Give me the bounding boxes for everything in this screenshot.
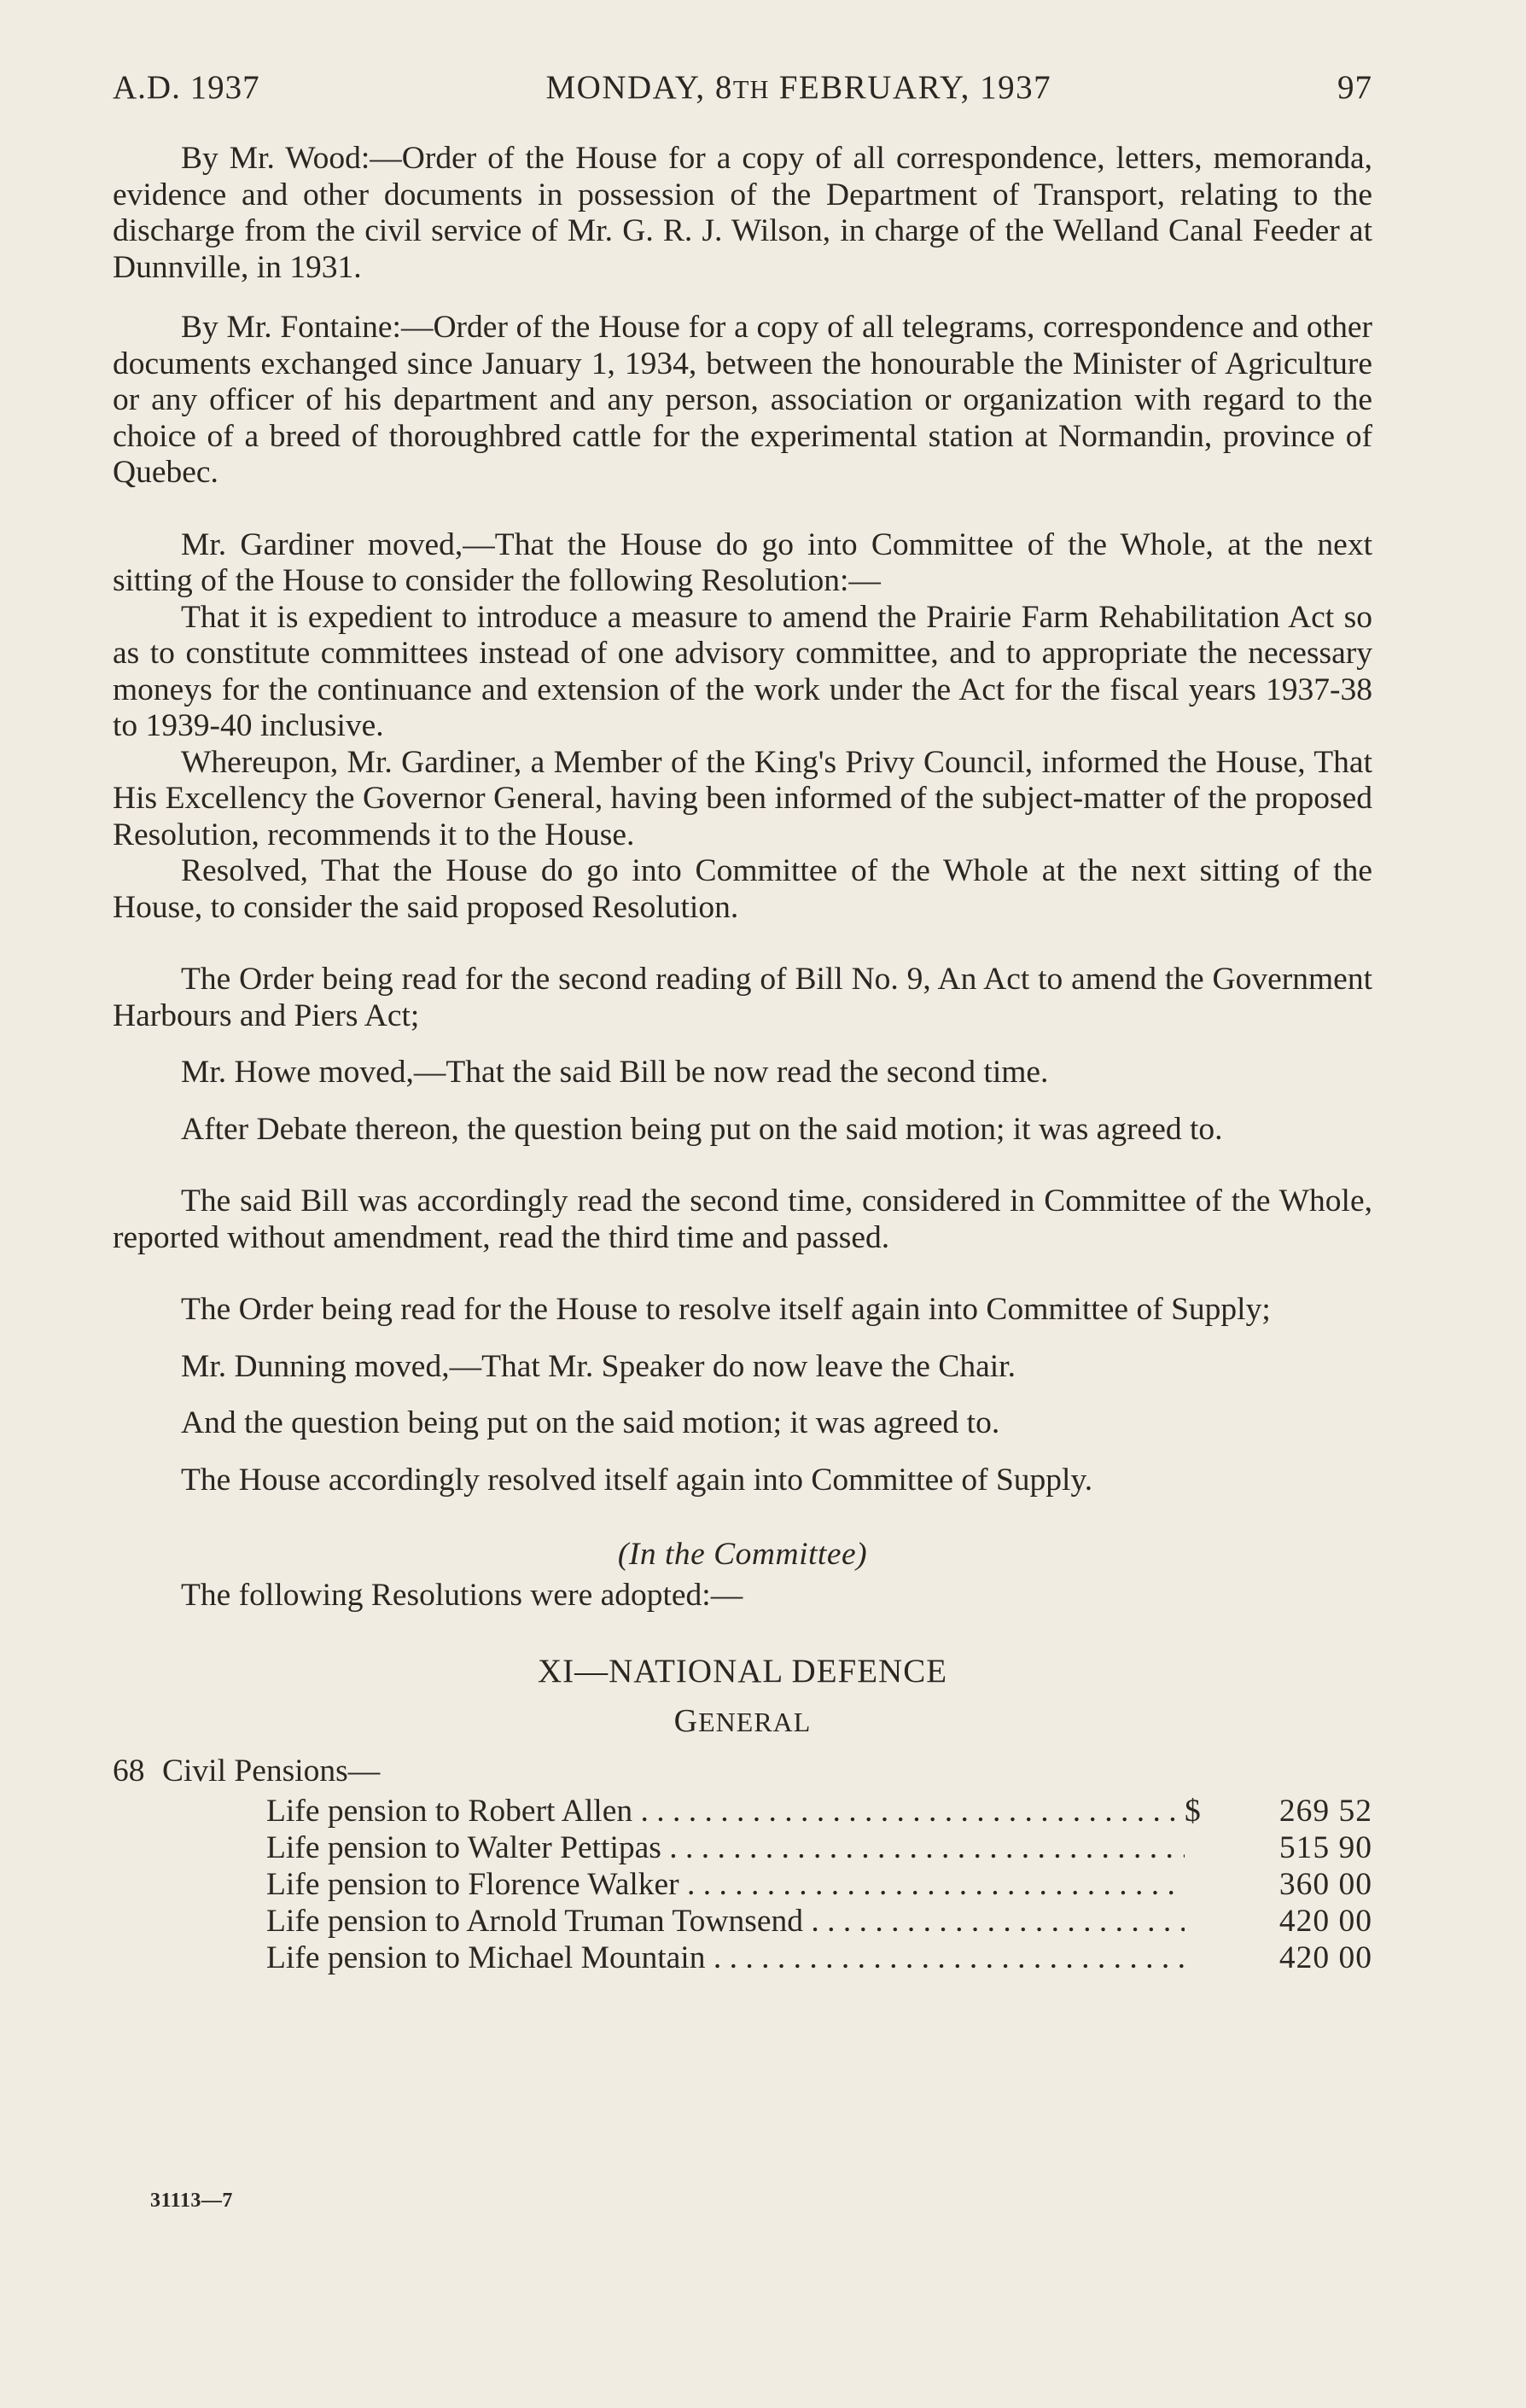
pension-label: Life pension to Arnold Truman Townsend . . .	[266, 1903, 1185, 1940]
pension-row	[266, 1866, 1372, 1903]
pension-row	[266, 1829, 1372, 1866]
pension-row	[266, 1940, 1372, 1976]
pension-amount: 360 00	[1278, 1867, 1372, 1902]
paragraph-resolved: Resolved, That the House do go into Committee of the Whole at the next sitting of the House, to consider the said proposed Resolution.	[113, 853, 1372, 925]
paragraph-gardiner-motion: Mr. Gardiner moved,—That the House do go into Committee of the Whole, at the next sitting of the House to consider the following Resolution:—	[113, 526, 1372, 598]
pension-label: Life pension to Michael Mountain . . .	[266, 1940, 1185, 1976]
pension-label: Life pension to Robert Allen . . .	[266, 1793, 1185, 1829]
page-content	[113, 68, 1372, 1976]
pension-amount: 515 90	[1278, 1830, 1372, 1865]
printer-code: 31113—7	[150, 2190, 233, 2212]
paragraph-question-agreed: And the question being put on the said motion; it was agreed to.	[181, 1405, 1000, 1440]
subsection-title-rest: ENERAL	[698, 1706, 812, 1737]
paragraph-resolution-text: That it is expedient to introduce a measure to amend the Prairie Farm Rehabilitation Act so as to constitute committees instead of one advisory committee, and to appropriate the necessary moneys for the continuance and extension of the work under the Act for the fiscal years 1937-38 to 1939-40 inclusive.	[113, 599, 1372, 743]
paragraph-supply-order: The Order being read for the House to resolve itself again into Committee of Supply;	[181, 1292, 1271, 1327]
pension-label: Life pension to Walter Pettipas . . .	[266, 1829, 1185, 1866]
currency-symbol: $	[1185, 1794, 1201, 1829]
page-number: 97	[1337, 69, 1372, 106]
paragraph-debate: After Debate thereon, the question being put on the said motion; it was agreed to.	[181, 1111, 1223, 1147]
pension-row	[266, 1793, 1372, 1829]
resolutions-intro: The following Resolutions were adopted:—	[181, 1578, 743, 1613]
header-date-suffix: TH	[732, 75, 770, 104]
paragraph-wood-order: By Mr. Wood:—Order of the House for a copy of all correspondence, letters, memoranda, evidence and other documents in possession of the Department of Transport, relating to the discharge from the civil service of Mr. G. R. J. Wilson, in charge of the Welland Canal Feeder at Dunnville, in 1931.	[113, 141, 1372, 285]
header-date-day: MONDAY, 8	[545, 69, 733, 106]
vote-item	[113, 1754, 1372, 1790]
paragraph-bill-passed: The said Bill was accordingly read the second time, considered in Committee of the Whole, reported without amendment, read the third time and passed.	[113, 1184, 1372, 1255]
section-title: XI—NATIONAL DEFENCE	[537, 1652, 948, 1690]
paragraph-howe-motion: Mr. Howe moved,—That the said Bill be now read the second time.	[181, 1055, 1049, 1090]
committee-heading: (In the Committee)	[617, 1537, 868, 1572]
header-date-month-year: FEBRUARY, 1937	[769, 69, 1052, 106]
pension-row	[266, 1903, 1372, 1940]
pension-label: Life pension to Florence Walker . . .	[266, 1866, 1185, 1903]
paragraph-whereupon: Whereupon, Mr. Gardiner, a Member of the King's Privy Council, informed the House, That His Excellency the Governor General, having been informed of the subject-matter of the proposed Resolution, recommends it to the House.	[113, 744, 1372, 852]
vote-label: Civil Pensions—	[162, 1753, 381, 1789]
pension-amount: 269 52	[1278, 1794, 1372, 1829]
header-year: A.D. 1937	[113, 69, 260, 106]
pension-amount: 420 00	[1278, 1940, 1372, 1975]
paragraph-fontaine-order: By Mr. Fontaine:—Order of the House for a copy of all telegrams, correspondence and other documents exchanged since January 1, 1934, between the honourable the Minister of Agriculture or any officer of his department and any person, association or organization with regard to the choice of a breed of thoroughbred cattle for the experimental station at Normandin, province of Quebec.	[113, 310, 1372, 490]
paragraph-bill-order: The Order being read for the second reading of Bill No. 9, An Act to amend the Government Harbours and Piers Act;	[113, 962, 1372, 1033]
pension-amount: 420 00	[1278, 1904, 1372, 1939]
paragraph-committee-of-supply: The House accordingly resolved itself again into Committee of Supply.	[181, 1462, 1093, 1498]
subsection-title	[113, 1702, 1372, 1740]
vote-number: 68	[113, 1753, 145, 1789]
paragraph-dunning-motion: Mr. Dunning moved,—That Mr. Speaker do now leave the Chair.	[181, 1348, 1016, 1384]
header-date	[546, 68, 1052, 107]
subsection-title-initial: G	[673, 1702, 699, 1739]
pension-list	[113, 1793, 1372, 1976]
running-header	[113, 68, 1372, 107]
